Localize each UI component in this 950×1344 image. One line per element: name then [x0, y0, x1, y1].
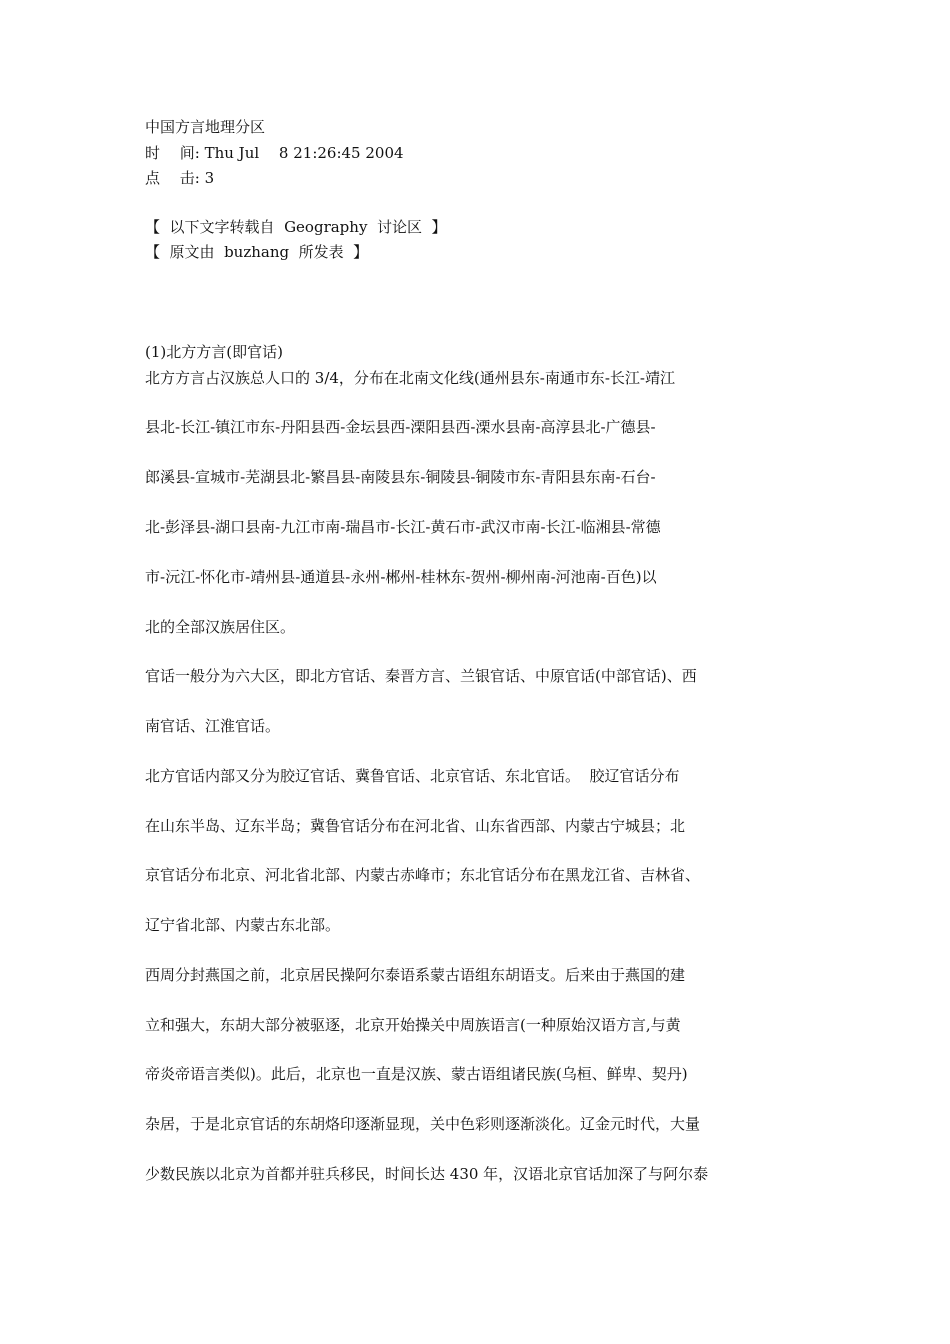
paragraph-line: 南官话、江淮官话。	[145, 717, 281, 735]
paragraph-line: 辽宁省北部、内蒙古东北部。	[145, 916, 341, 934]
paragraph-line: 帝炎帝语言类似)。此后，北京也一直是汉族、蒙古语组诸民族(乌桓、鲜卑、契丹)	[145, 1065, 688, 1083]
paragraph-line: 杂居，于是北京官话的东胡烙印逐渐显现，关中色彩则逐渐淡化。辽金元时代，大量	[145, 1115, 701, 1133]
paragraph-line: 郎溪县-宣城市-芜湖县北-繁昌县-南陵县东-铜陵县-铜陵市东-青阳县东南-石台-	[145, 468, 656, 486]
paragraph-line: 官话一般分为六大区，即北方官话、秦晋方言、兰银官话、中原官话(中部官话)、西	[145, 667, 697, 685]
paragraph-line: 北的全部汉族居住区。	[145, 618, 296, 636]
post-time: 时 间: Thu Jul 8 21:26:45 2004	[145, 144, 404, 162]
paragraph-line: 在山东半岛、辽东半岛；冀鲁官话分布在河北省、山东省西部、内蒙古宁城县；北	[145, 817, 686, 835]
paragraph-line: 北方官话内部又分为胶辽官话、冀鲁官话、北京官话、东北官话。 胶辽官话分布	[145, 767, 680, 785]
paragraph-line: 北方方言占汉族总人口的 3/4，分布在北南文化线(通州县东-南通市东-长江-靖江	[145, 369, 675, 387]
paragraph-line: 立和强大，东胡大部分被驱逐，北京开始操关中周族语言(一种原始汉语方言,与黄	[145, 1016, 681, 1034]
paragraph-line: 市-沅江-怀化市-靖州县-通道县-永州-郴州-桂林东-贺州-柳州南-河池南-百色)以	[145, 568, 657, 586]
section-heading: (1)北方方言(即官话)	[145, 343, 283, 361]
paragraph-line: 少数民族以北京为首都并驻兵移民，时间长达 430 年，汉语北京官话加深了与阿尔泰	[145, 1165, 709, 1183]
post-clicks: 点 击: 3	[145, 169, 215, 187]
post-title: 中国方言地理分区	[145, 118, 266, 136]
repost-source: 【 以下文字转载自 Geography 讨论区 】	[145, 218, 447, 236]
paragraph-line: 北-彭泽县-湖口县南-九江市南-瑞昌市-长江-黄石市-武汉市南-长江-临湘县-常德	[145, 518, 661, 536]
original-author: 【 原文由 buzhang 所发表 】	[145, 243, 369, 261]
paragraph-line: 京官话分布北京、河北省北部、内蒙古赤峰市；东北官话分布在黑龙江省、吉林省、	[145, 866, 701, 884]
paragraph-line: 西周分封燕国之前，北京居民操阿尔泰语系蒙古语组东胡语支。后来由于燕国的建	[145, 966, 686, 984]
paragraph-line: 县北-长江-镇江市东-丹阳县西-金坛县西-溧阳县西-溧水县南-高淳县北-广德县-	[145, 418, 656, 436]
